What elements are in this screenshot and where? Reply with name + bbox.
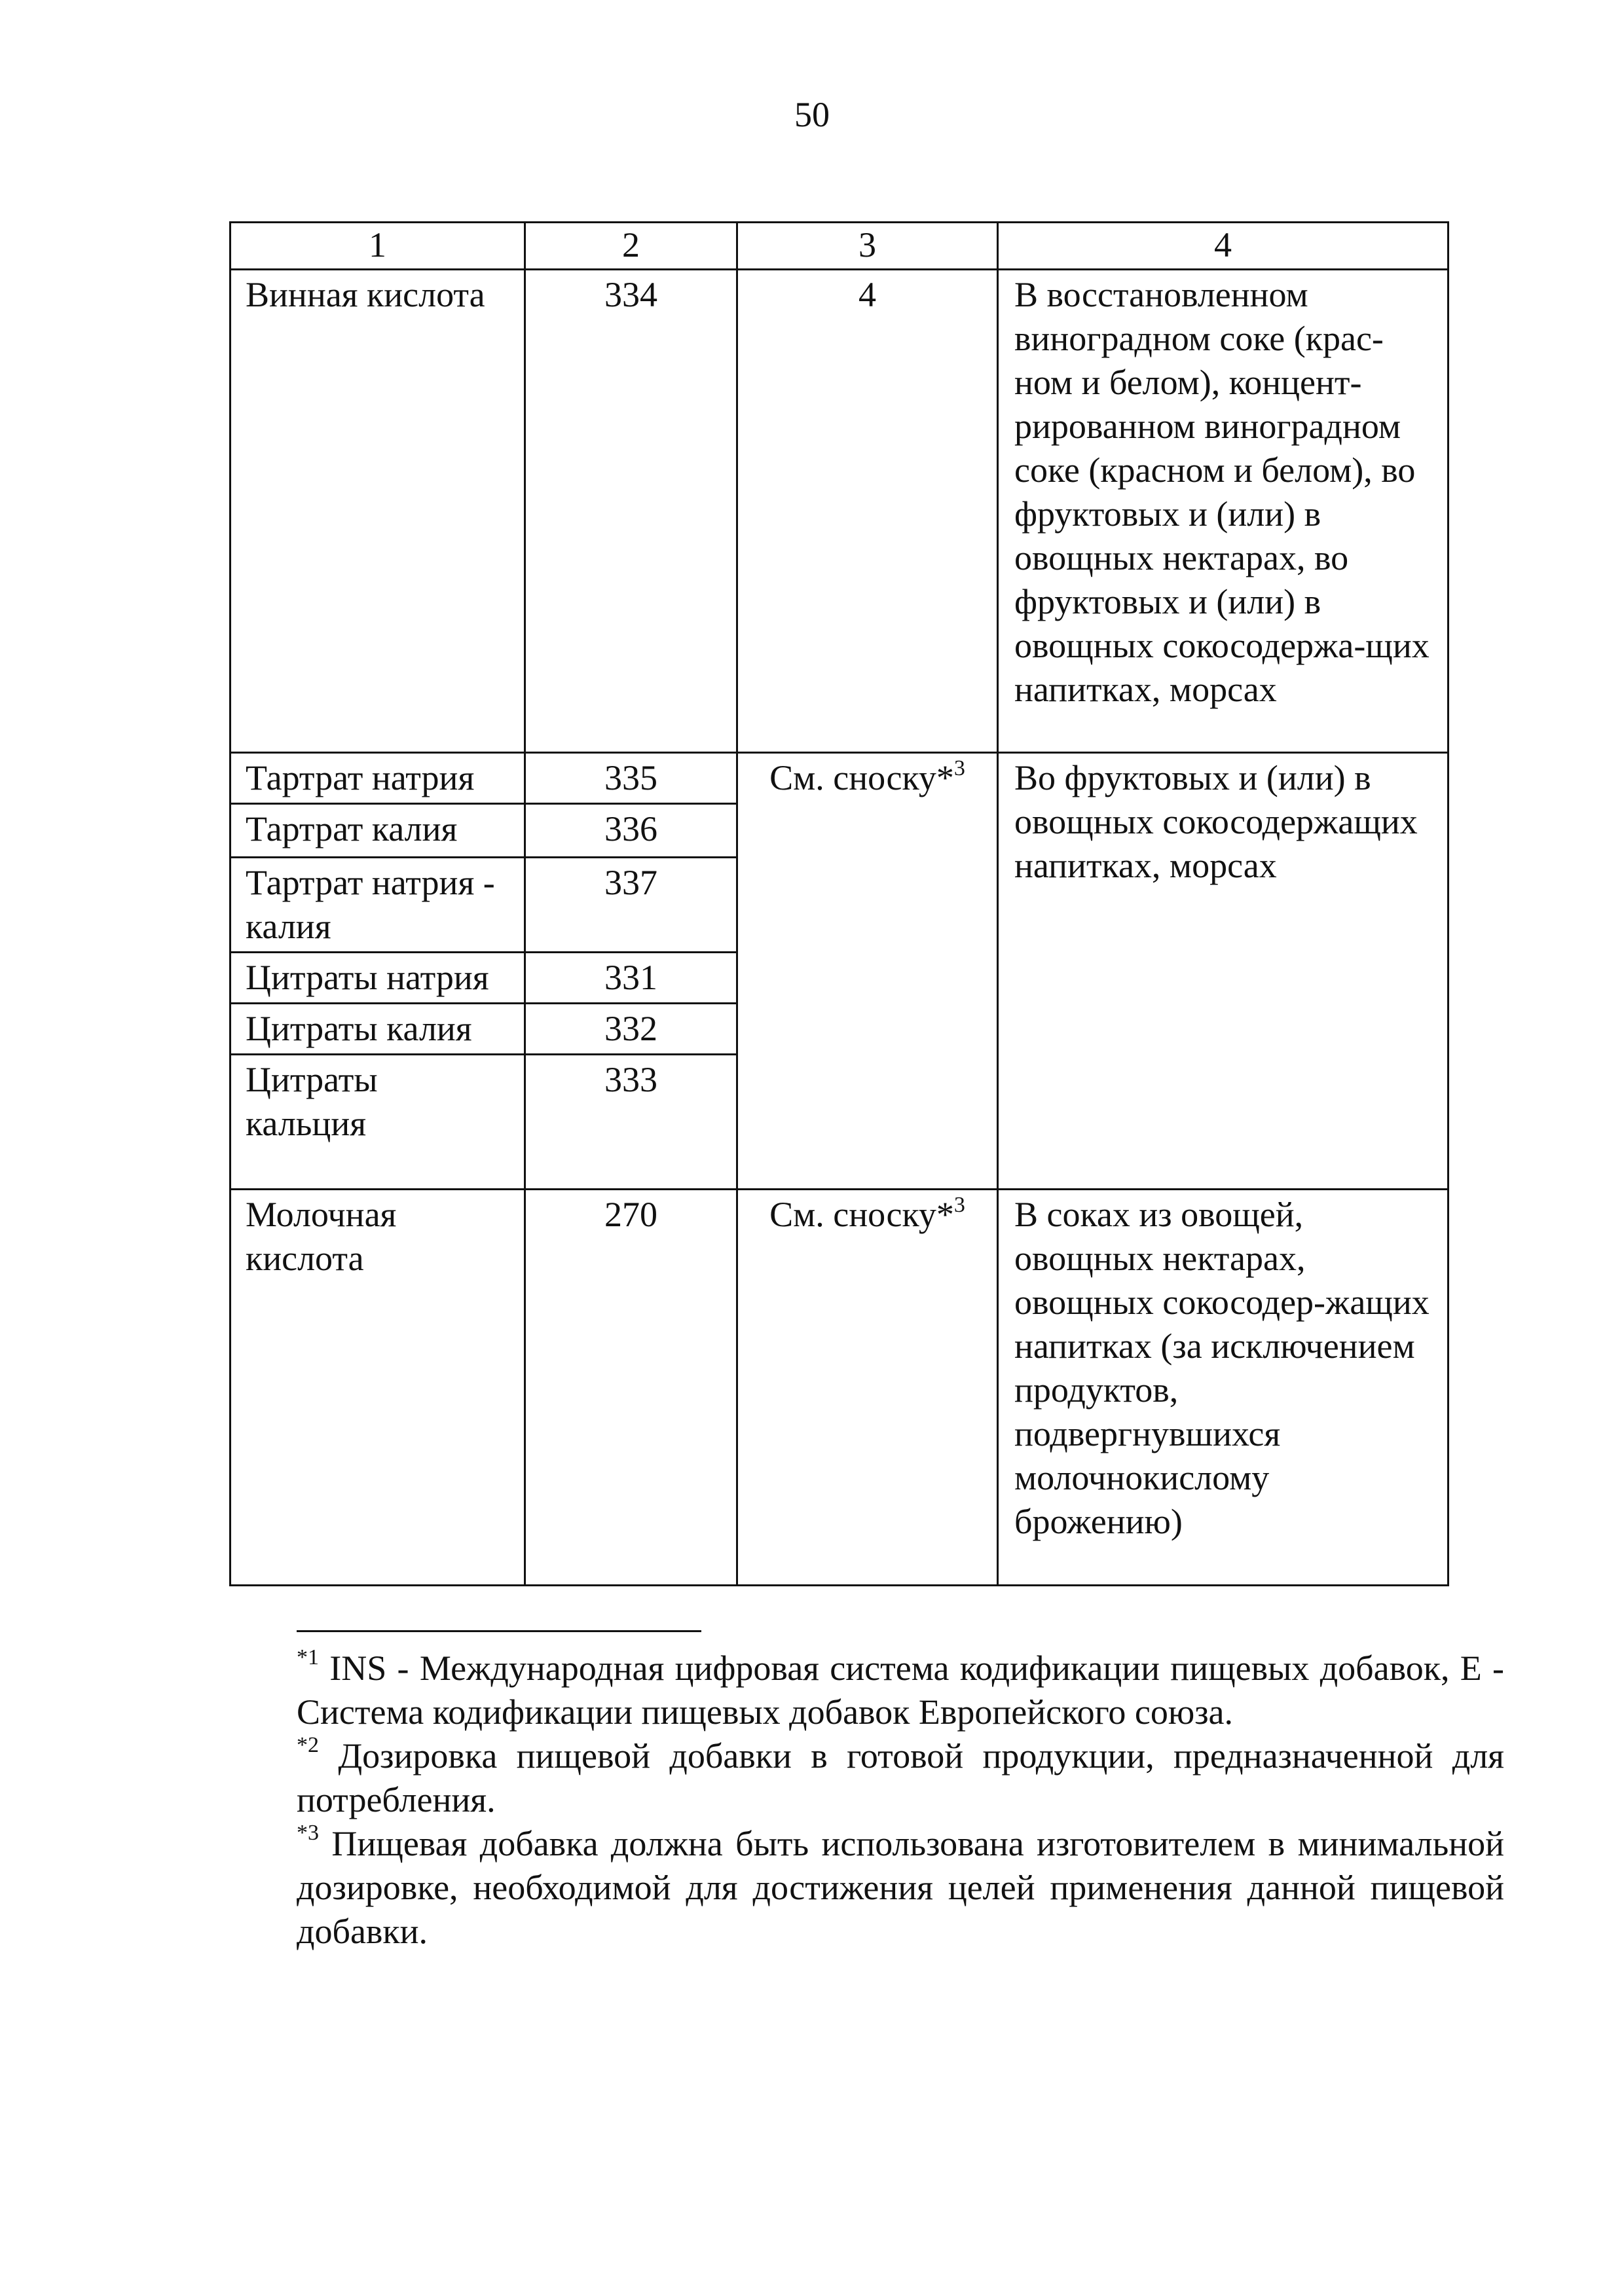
additive-code: 336	[525, 804, 737, 858]
additive-usage: В соках из овощей, овощных нектарах, овощных сокосодер-жащих напитках (за исключением продуктов, подвергнувшихся молочнокислому брожению)	[998, 1190, 1449, 1586]
footnote-text: INS - Международная цифровая система кодификации пищевых добавок, E - Система кодификации пищевых добавок Европейского союза.	[297, 1649, 1504, 1732]
additive-name: Тартрат натрия - калия	[231, 858, 525, 953]
table-row	[231, 1190, 1449, 1586]
additive-usage: В восстановленном виноградном соке (крас-ном и белом), концент-рированном виноградном соке (красном и белом), во фруктовых и (или) в овощных нектарах, во фруктовых и (или) в овощных сокосодержа-щих напитках, морсах	[998, 270, 1449, 753]
additive-code: 335	[525, 753, 737, 804]
footnotes	[297, 1647, 1504, 1954]
additive-code: 270	[525, 1190, 737, 1586]
footnote	[297, 1734, 1504, 1822]
footnote-text: Пищевая добавка должна быть использована изготовителем в минимальной дозировке, необходимой для достижения целей применения данной пищевой добавки.	[297, 1824, 1504, 1951]
additive-code: 333	[525, 1055, 737, 1190]
additive-name: Тартрат калия	[231, 804, 525, 858]
column-header-4: 4	[998, 223, 1449, 270]
additive-name: Цитраты кальция	[231, 1055, 525, 1190]
table-header-row	[231, 223, 1449, 270]
column-header-2: 2	[525, 223, 737, 270]
footnote-mark: *3	[297, 1821, 319, 1845]
additive-code: 331	[525, 953, 737, 1004]
footnote-ref: 3	[953, 756, 965, 780]
additive-dose	[737, 1190, 998, 1586]
group-dose-text: См. сноску*	[769, 758, 954, 797]
additive-name: Тартрат натрия	[231, 753, 525, 804]
additive-name: Цитраты натрия	[231, 953, 525, 1004]
footnote	[297, 1822, 1504, 1954]
table-row	[231, 270, 1449, 753]
additive-dose-text: См. сноску*	[769, 1195, 954, 1234]
table-row	[231, 753, 1449, 804]
footnote-text: Дозировка пищевой добавки в готовой продукции, предназначенной для потребления.	[297, 1736, 1504, 1819]
additive-name: Винная кислота	[231, 270, 525, 753]
footnote-separator	[297, 1630, 701, 1632]
group-dose	[737, 753, 998, 1190]
footnote-ref: 3	[953, 1193, 965, 1217]
additive-dose: 4	[737, 270, 998, 753]
page-number: 50	[794, 95, 830, 134]
column-header-1: 1	[231, 223, 525, 270]
column-header-3: 3	[737, 223, 998, 270]
footnote	[297, 1647, 1504, 1734]
group-usage: Во фруктовых и (или) в овощных сокосодержащих напитках, морсах	[998, 753, 1449, 1190]
additive-code: 334	[525, 270, 737, 753]
additive-name: Цитраты калия	[231, 1004, 525, 1055]
footnote-mark: *2	[297, 1733, 319, 1757]
additives-table	[229, 221, 1449, 1586]
footnote-mark: *1	[297, 1645, 319, 1669]
additive-code: 337	[525, 858, 737, 953]
additive-code: 332	[525, 1004, 737, 1055]
additive-name: Молочная кислота	[231, 1190, 525, 1586]
